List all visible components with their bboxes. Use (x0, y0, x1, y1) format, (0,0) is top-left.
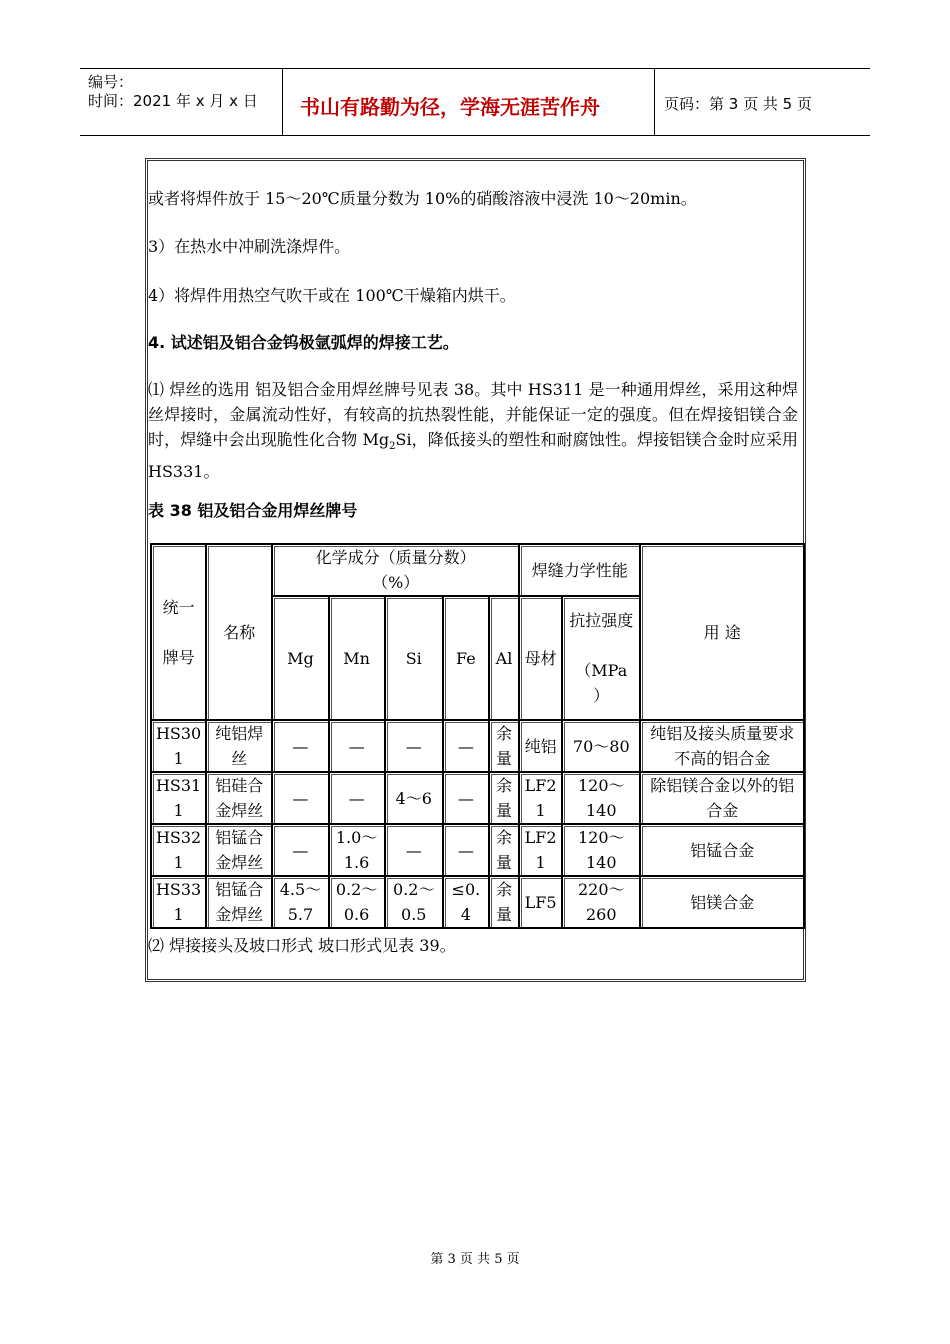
cell-use: 除铝镁合金以外的铝合金 (641, 773, 805, 825)
cell-al: 余 量 (490, 825, 520, 877)
table-row (152, 825, 805, 877)
cell-mn: 0.2～ 0.6 (330, 877, 386, 929)
header-al: Al (490, 597, 520, 721)
cell-base: 纯铝 (520, 721, 563, 773)
header-divider-2 (654, 69, 655, 135)
cell-strength: 120～ 140 (563, 773, 641, 825)
header-divider-1 (282, 69, 283, 135)
cell-mn: 1.0～ 1.6 (330, 825, 386, 877)
cell-mg: — (273, 825, 329, 877)
cell-si: 4～6 (386, 773, 444, 825)
cell-al: 余 量 (490, 877, 520, 929)
cell-use: 铝镁合金 (641, 877, 805, 929)
cell-base: LF5 (520, 877, 563, 929)
cell-name: 纯铝焊 丝 (207, 721, 273, 773)
paragraph-wire-selection (148, 377, 798, 484)
wire-selection-text-b: Si，降低接头的塑性和耐腐蚀性。焊接铝镁合金时应采用 HS331。 (148, 430, 798, 482)
cell-si: — (386, 825, 444, 877)
table-row (152, 773, 805, 825)
cell-base: LF2 1 (520, 773, 563, 825)
paragraph-step-4: 4）将焊件用热空气吹干或在 100℃干燥箱内烘干。 (148, 286, 516, 305)
header-chem-composition: 化学成分（质量分数） （%） (273, 545, 520, 597)
cell-use: 纯铝及接头质量要求不高的铝合金 (641, 721, 805, 773)
header-base-metal: 母材 (520, 597, 563, 721)
header-mg: Mg (273, 597, 329, 721)
cell-brand: HS31 1 (152, 773, 207, 825)
header-tensile-strength: 抗拉强度 （MPa ） (563, 597, 641, 721)
cell-use: 铝锰合金 (641, 825, 805, 877)
cell-mn: — (330, 721, 386, 773)
question-4-heading: 4. 试述铝及铝合金钨极氩弧焊的焊接工艺。 (148, 333, 459, 352)
header-mn: Mn (330, 597, 386, 721)
cell-name: 铝锰合 金焊丝 (207, 877, 273, 929)
paragraph-step-3: 3）在热水中冲刷洗涤焊件。 (148, 237, 351, 256)
header-weld-properties: 焊缝力学性能 (520, 545, 641, 597)
cell-name: 铝硅合 金焊丝 (207, 773, 273, 825)
wire-selection-text-a: ⑴ 焊丝的选用 铝及铝合金用焊丝牌号见表 38。其中 HS311 是一种通用焊丝，采用这种焊丝焊接时，金属流动性好，有较高的抗热裂性能，并能保证一定的强度。但在焊接铝镁合金时，焊缝中会出现脆性化合物 Mg (148, 380, 798, 449)
table-row (152, 877, 805, 929)
cell-mg: 4.5～ 5.7 (273, 877, 329, 929)
page-footer: 第 3 页 共 5 页 (430, 1252, 520, 1267)
cell-si: — (386, 721, 444, 773)
doc-time-label: 时间：2021 年 x 月 x 日 (88, 92, 258, 110)
mg2si-subscript: 2 (389, 441, 396, 453)
cell-base: LF2 1 (520, 825, 563, 877)
header-use: 用 途 (641, 545, 805, 721)
cell-mn: — (330, 773, 386, 825)
doc-number-label: 编号： (88, 73, 134, 91)
header-brand: 统一 牌号 (152, 545, 207, 721)
header-fe: Fe (444, 597, 490, 721)
cell-strength: 120～ 140 (563, 825, 641, 877)
cell-strength: 70～80 (563, 721, 641, 773)
header-si: Si (386, 597, 444, 721)
header-name: 名称 (207, 545, 273, 721)
cell-al: 余 量 (490, 721, 520, 773)
header-top-rule (80, 68, 870, 69)
cell-fe: — (444, 721, 490, 773)
cell-si: 0.2～ 0.5 (386, 877, 444, 929)
header-bottom-rule (80, 135, 870, 136)
header-page-info: 页码：第 3 页 共 5 页 (664, 95, 812, 113)
cell-al: 余 量 (490, 773, 520, 825)
cell-brand: HS33 1 (152, 877, 207, 929)
table-row (152, 721, 805, 773)
cell-brand: HS30 1 (152, 721, 207, 773)
cell-strength: 220～ 260 (563, 877, 641, 929)
wire-grade-table (150, 543, 805, 929)
cell-mg: — (273, 721, 329, 773)
cell-mg: — (273, 773, 329, 825)
paragraph-acid-wash: 或者将焊件放于 15～20℃质量分数为 10%的硝酸溶液中浸洗 10～20min。 (148, 189, 697, 208)
cell-name: 铝锰合 金焊丝 (207, 825, 273, 877)
cell-brand: HS32 1 (152, 825, 207, 877)
paragraph-joint-groove: ⑵ 焊接接头及坡口形式 坡口形式见表 39。 (148, 936, 456, 955)
header-motto: 书山有路勤为径，学海无涯苦作舟 (300, 95, 600, 119)
table-38-title: 表 38 铝及铝合金用焊丝牌号 (148, 501, 358, 520)
cell-fe: — (444, 825, 490, 877)
cell-fe: — (444, 773, 490, 825)
cell-fe: ≤0. 4 (444, 877, 490, 929)
